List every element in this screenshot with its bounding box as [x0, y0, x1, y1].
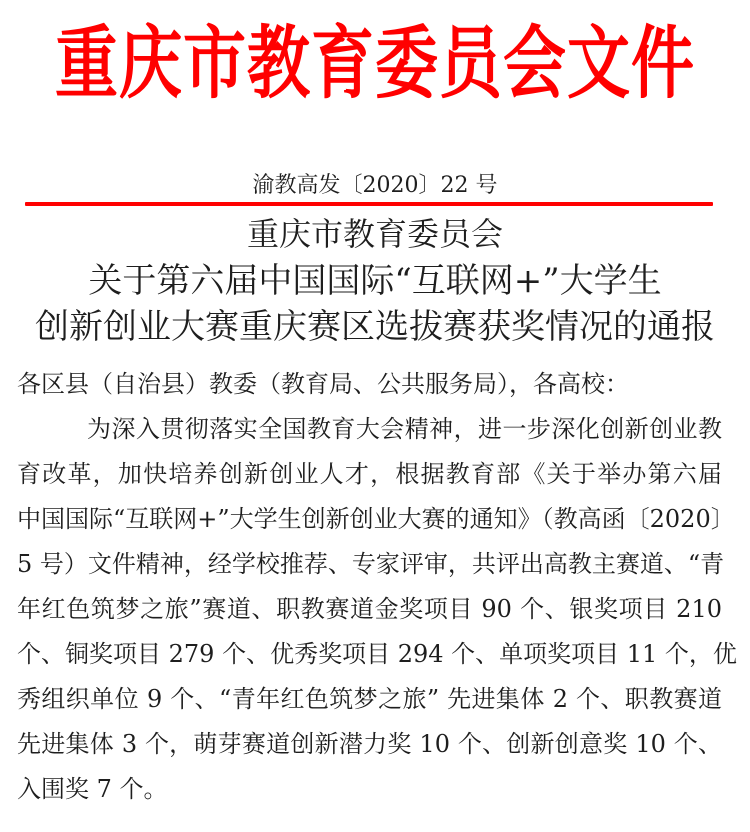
paragraph-line: 先进集体 3 个，萌芽赛道创新潜力奖 10 个、创新创意奖 10 个、 [17, 730, 722, 758]
document-body [17, 362, 737, 812]
paragraph-line: 年红色筑梦之旅”赛道、职教赛道金奖项目 90 个、银奖项目 210 [17, 595, 722, 623]
letterhead-banner: 重庆市教育委员会文件 [55, 16, 695, 109]
paragraph-line: 育改革，加快培养创新创业人才，根据教育部《关于举办第六届 [17, 460, 722, 488]
official-document-page [0, 14, 750, 832]
paragraph-line: 中国国际“互联网+”大学生创新创业大赛的通知》（教高函〔2020〕 [17, 505, 735, 533]
document-title-line-1: 关于第六届中国国际“互联网+”大学生 [88, 261, 662, 301]
paragraph-line: 为深入贯彻落实全国教育大会精神，进一步深化创新创业教 [87, 415, 722, 443]
paragraph-line: 秀组织单位 9 个、“青年红色筑梦之旅” 先进集体 2 个、职教赛道 [17, 685, 722, 713]
letterhead-divider [25, 202, 713, 206]
document-number: 渝教高发〔2020〕22 号 [252, 173, 498, 198]
paragraph-line: 个、铜奖项目 279 个、优秀奖项目 294 个、单项奖项目 11 个，优 [17, 640, 737, 668]
paragraph-line: 5 号）文件精神，经学校推荐、专家评审，共评出高教主赛道、“青 [17, 550, 725, 578]
document-title-line-2: 创新创业大赛重庆赛区选拔赛获奖情况的通报 [35, 307, 715, 347]
paragraph-line: 入围奖 7 个。 [17, 775, 168, 803]
issuing-organ: 重庆市教育委员会 [246, 215, 503, 253]
salutation-line: 各区县（自治县）教委（教育局、公共服务局），各高校： [17, 370, 629, 398]
